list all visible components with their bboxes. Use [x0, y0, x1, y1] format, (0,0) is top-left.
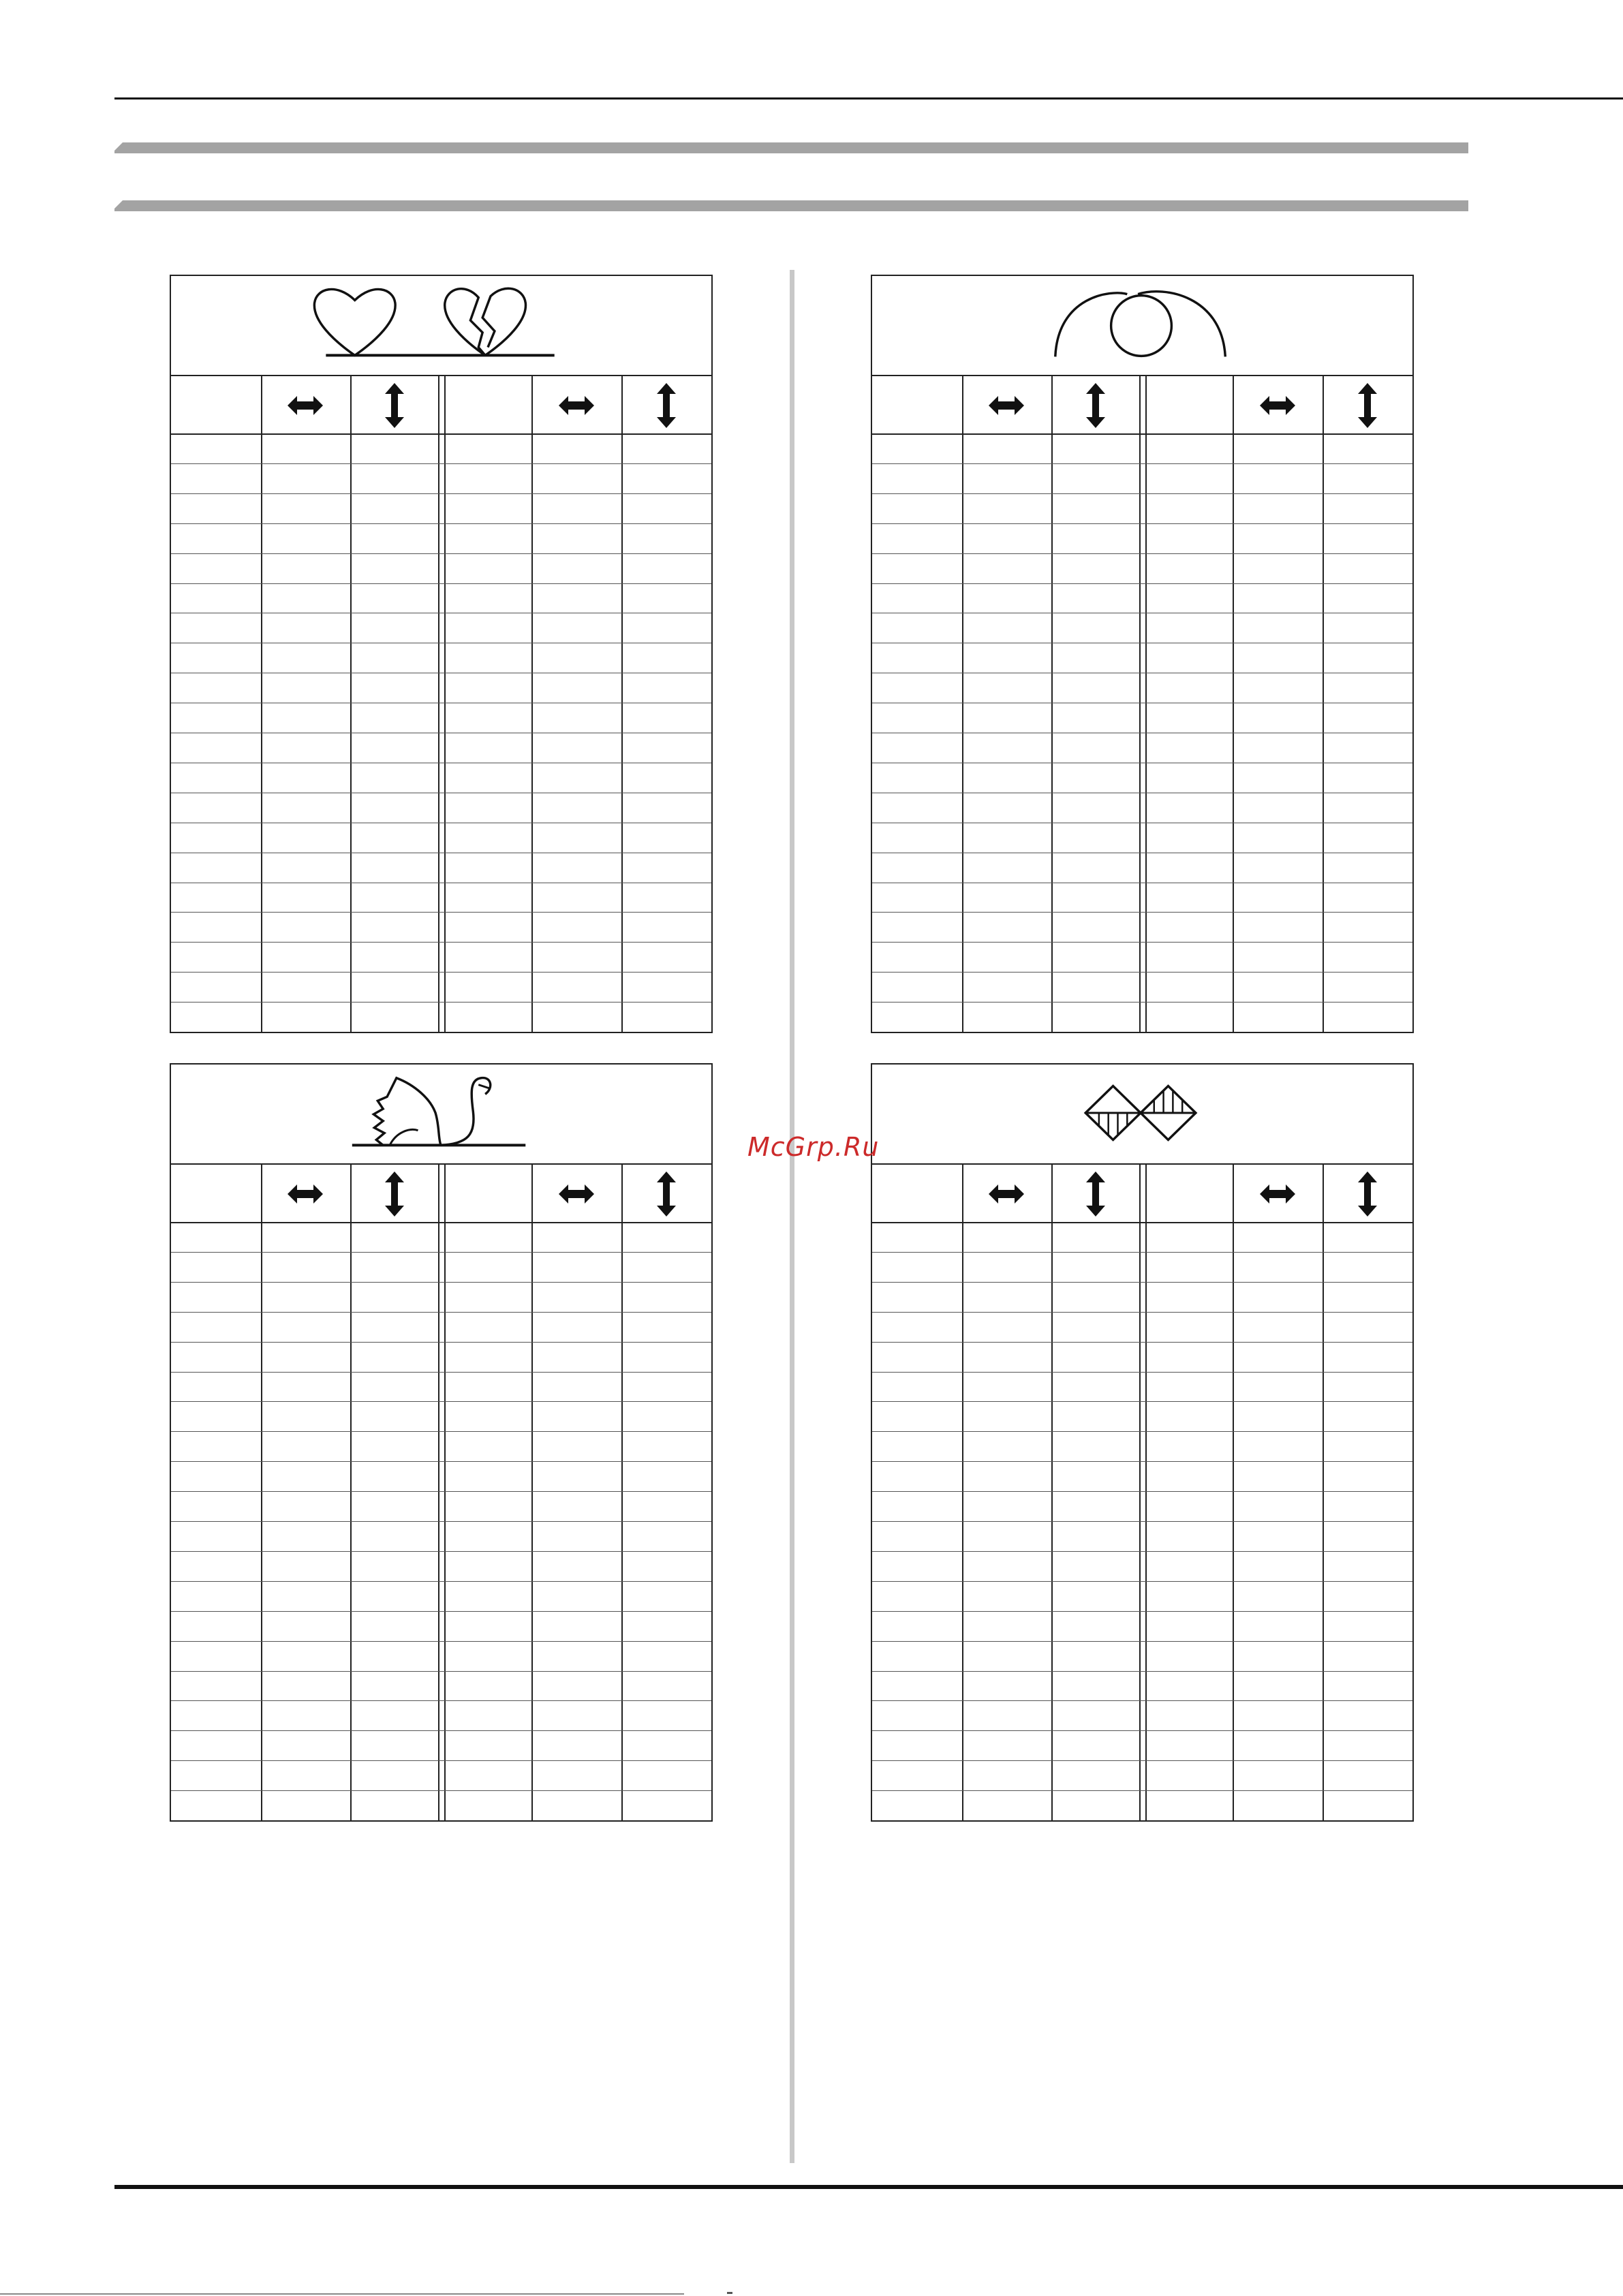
table-row	[171, 1611, 711, 1612]
table-row	[872, 1312, 1412, 1313]
grid-column-line	[444, 1165, 446, 1820]
hearts-on-line-icon	[171, 276, 711, 375]
table-row	[171, 1551, 711, 1552]
vertical-arrow-icon	[1075, 382, 1116, 429]
table-row	[872, 1760, 1412, 1761]
table-row	[171, 1282, 711, 1283]
grid-header-line	[171, 433, 711, 435]
table-row	[872, 1611, 1412, 1612]
footer-mark	[727, 2292, 732, 2294]
horizontal-arrow-icon	[986, 1170, 1027, 1218]
table-row	[171, 493, 711, 494]
vertical-arrow-icon	[1347, 382, 1388, 429]
table-row	[872, 1491, 1412, 1492]
horizontal-arrow-icon	[986, 382, 1027, 429]
table-row	[872, 583, 1412, 584]
grid-column-line	[962, 376, 963, 1032]
column-divider	[790, 270, 794, 2163]
table-row	[171, 1461, 711, 1462]
double-diamond-icon	[872, 1065, 1412, 1163]
table-row	[872, 463, 1412, 464]
grid-column-line	[621, 376, 623, 1032]
grid-column-line	[621, 1165, 623, 1820]
table-row	[872, 493, 1412, 494]
table-row	[171, 553, 711, 554]
table-row	[171, 1312, 711, 1313]
grid-column-line	[1051, 1165, 1053, 1820]
grid-column-line	[261, 1165, 262, 1820]
table-row	[171, 1431, 711, 1432]
table-row	[171, 1760, 711, 1761]
horizontal-arrow-icon	[285, 382, 326, 429]
table-row	[872, 1521, 1412, 1522]
grid-column-line	[350, 1165, 352, 1820]
watermark-text: McGrp.Ru	[747, 1132, 880, 1162]
grid-column-line	[531, 376, 533, 1032]
table-row	[872, 942, 1412, 943]
table-row	[171, 912, 711, 913]
table-row	[171, 1641, 711, 1642]
grid-column-line	[444, 376, 446, 1032]
horizontal-arrow-icon	[285, 1170, 326, 1218]
swan-icon	[171, 1065, 711, 1163]
horizontal-arrow-icon	[1257, 1170, 1298, 1218]
table-row	[171, 523, 711, 524]
table-row	[872, 1700, 1412, 1701]
table-row	[171, 1252, 711, 1253]
grid-column-line	[1233, 1165, 1234, 1820]
table-row	[171, 972, 711, 973]
table-row	[171, 583, 711, 584]
stitch-table-circles	[871, 275, 1414, 1033]
vertical-arrow-icon	[646, 382, 687, 429]
horizontal-arrow-icon	[1257, 382, 1298, 429]
bottom-rule	[114, 2185, 1623, 2189]
table-row	[872, 972, 1412, 973]
grid-column-line	[1139, 1165, 1141, 1820]
grid-header-line	[872, 433, 1412, 435]
grid-column-line	[350, 376, 352, 1032]
table-row	[872, 1581, 1412, 1582]
table-row	[872, 1282, 1412, 1283]
vertical-arrow-icon	[374, 1170, 415, 1218]
horizontal-arrow-icon	[556, 382, 597, 429]
vertical-arrow-icon	[374, 382, 415, 429]
table-row	[872, 1551, 1412, 1552]
table-row	[171, 1342, 711, 1343]
grid-column-line	[438, 1165, 439, 1820]
top-rule	[114, 97, 1623, 100]
table-header-circles	[872, 276, 1412, 376]
header-band-lower	[114, 200, 1468, 211]
vertical-arrow-icon	[1347, 1170, 1388, 1218]
table-row	[872, 1641, 1412, 1642]
grid-column-line	[1323, 1165, 1324, 1820]
value-grid	[171, 1165, 711, 1820]
table-row	[872, 1461, 1412, 1462]
table-row	[872, 553, 1412, 554]
stitch-table-diamond	[871, 1063, 1414, 1822]
value-grid	[872, 376, 1412, 1032]
footer-rule	[0, 2293, 684, 2295]
grid-column-line	[1233, 376, 1234, 1032]
grid-column-line	[261, 376, 262, 1032]
table-header-swan	[171, 1065, 711, 1165]
value-grid	[872, 1165, 1412, 1820]
value-grid	[171, 376, 711, 1032]
table-row	[872, 1342, 1412, 1343]
header-band-upper	[114, 142, 1468, 153]
table-row	[171, 1491, 711, 1492]
table-row	[171, 1401, 711, 1402]
table-row	[171, 463, 711, 464]
vertical-arrow-icon	[646, 1170, 687, 1218]
table-row	[872, 1790, 1412, 1791]
table-row	[171, 1730, 711, 1731]
table-row	[872, 1730, 1412, 1731]
stitch-table-swan	[170, 1063, 713, 1822]
horizontal-arrow-icon	[556, 1170, 597, 1218]
table-row	[171, 1671, 711, 1672]
table-row	[872, 1372, 1412, 1373]
grid-column-line	[1323, 376, 1324, 1032]
overlapping-circles-icon	[872, 276, 1412, 375]
table-header-diamond	[872, 1065, 1412, 1165]
table-row	[872, 1252, 1412, 1253]
table-row	[171, 1700, 711, 1701]
table-row	[872, 1401, 1412, 1402]
grid-column-line	[1139, 376, 1141, 1032]
table-row	[171, 942, 711, 943]
grid-column-line	[1145, 1165, 1147, 1820]
table-row	[171, 1581, 711, 1582]
table-row	[171, 1372, 711, 1373]
grid-header-line	[171, 1222, 711, 1223]
grid-column-line	[1051, 376, 1053, 1032]
table-row	[171, 1521, 711, 1522]
table-row	[872, 912, 1412, 913]
table-row	[872, 523, 1412, 524]
grid-header-line	[872, 1222, 1412, 1223]
grid-column-line	[438, 376, 439, 1032]
table-header-hearts	[171, 276, 711, 376]
table-row	[872, 1671, 1412, 1672]
vertical-arrow-icon	[1075, 1170, 1116, 1218]
stitch-table-hearts	[170, 275, 713, 1033]
grid-column-line	[531, 1165, 533, 1820]
grid-column-line	[962, 1165, 963, 1820]
table-row	[171, 1790, 711, 1791]
grid-column-line	[1145, 376, 1147, 1032]
table-row	[872, 1431, 1412, 1432]
